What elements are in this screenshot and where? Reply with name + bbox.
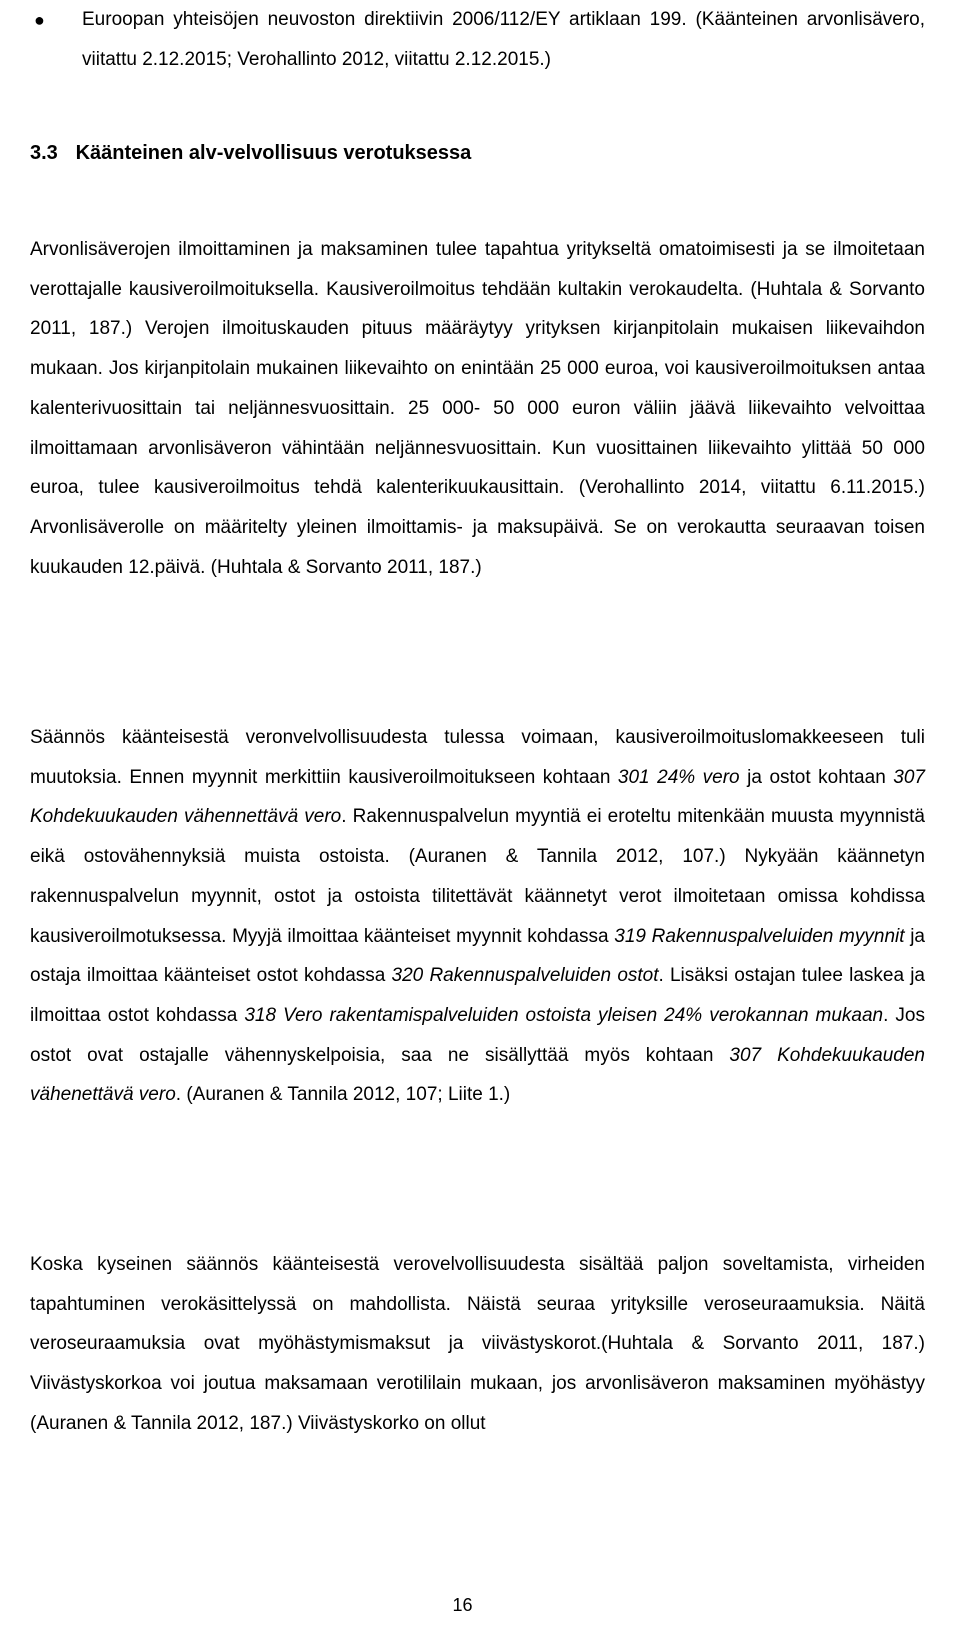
paragraph-reverse-charge-form — [30, 718, 925, 1115]
paragraph-text-segment: . Rakennuspalvelun myyntiä ei eroteltu mitenkään muusta myynnistä eikä ostovähennyksiä muista ostoista. (Auranen & Tannila 2012, 107.) Nykyään käännetyn rakennuspalvelun myynnit, ostot ja ostoista tilitettävät käännetyt verot ilmoitetaan omissa kohdissa kausiveroilmotuksessa. Myyjä ilmoittaa käänteiset myynnit kohdassa — [30, 806, 925, 947]
form-field-reference: 319 Rakennuspalveluiden myynnit — [614, 925, 905, 947]
paragraph-text-segment: ja ostaja ilmoittaa käänteiset ostot kohdassa — [30, 925, 925, 987]
paragraph-text-segment: . Lisäksi ostajan tulee laskea ja ilmoittaa ostot kohdassa — [30, 965, 926, 1026]
paragraph-text-segment: Säännös käänteisestä veronvelvollisuudesta tulessa voimaan, kausiveroilmoituslomakkeeseen tuli muutoksia. Ennen myynnit merkittiin kausiveroilmoitukseen kohtaan — [30, 727, 925, 788]
form-field-reference: 318 Vero rakentamispalveluiden ostoista yleisen 24% verokannan mukaan — [244, 1004, 884, 1026]
page-number: 16 — [452, 1595, 473, 1615]
paragraph-consequences: Koska kyseinen säännös käänteisestä verovelvollisuudesta sisältää paljon soveltamista, virheiden tapahtuminen verokäsittelyssä on mahdollista. Näistä seuraa yrityksille veroseuraamuksia. Näitä veroseuraamuksia ovat myöhästymismaksut ja viivästyskorot.(Huhtala & Sorvanto 2011, 187.) Viivästyskorkoa voi joutua maksamaan verotililain mukaan, jos arvonlisäveron maksaminen myöhästyy (Auranen & Tannila 2012, 187.) Viivästyskorko on ollut — [30, 1254, 925, 1434]
paragraph-text-segment: . (Auranen & Tannila 2012, 107; Liite 1.) — [175, 1084, 511, 1106]
bullet-text: Euroopan yhteisöjen neuvoston direktiivin 2006/112/EY artiklaan 199. (Käänteinen arvonlisävero, viitattu 2.12.2015; Verohallinto 2012, viitattu 2.12.2015.) — [82, 9, 925, 70]
bullet-list-item — [30, 0, 925, 80]
section-number: 3.3 — [30, 142, 58, 164]
bullet-marker: ● — [34, 10, 45, 30]
paragraph-text-segment: . Jos ostot ovat ostajalle vähennyskelpoisia, saa ne sisällyttää myös kohtaan — [30, 1004, 925, 1066]
section-title: Käänteinen alv-velvollisuus verotuksessa — [75, 142, 472, 164]
section-heading — [30, 133, 471, 173]
form-field-reference: 301 24% vero — [617, 766, 740, 788]
form-field-reference: 307 Kohdekuukauden vähennettävä vero — [30, 766, 925, 828]
form-field-reference: 307 Kohdekuukauden vähenettävä vero — [30, 1044, 925, 1106]
form-field-reference: 320 Rakennuspalveluiden ostot — [391, 965, 659, 987]
paragraph-reporting: Arvonlisäverojen ilmoittaminen ja maksaminen tulee tapahtua yritykseltä omatoimisesti ja se ilmoitetaan verottajalle kausiveroilmoituksella. Kausiveroilmoitus tehdään kultakin verokaudelta. (Huhtala & Sorvanto 2011, 187.) Verojen ilmoituskauden pituus määräytyy yrityksen kirjanpitolain mukaisen liikevaihdon mukaan. Jos kirjanpitolain mukainen liikevaihto on enintään 25 000 euroa, voi kausiveroilmoituksen antaa kalenterivuosittain tai neljännesvuosittain. 25 000- 50 000 euron väliin jäävä liikevaihto velvoittaa ilmoittamaan arvonlisäveron vähintään neljännesvuosittain. Kun vuosittainen liikevaihto ylittää 50 000 euroa, tulee kausiveroilmoitus tehdä kalenterikuukausittain. (Verohallinto 2014, viitattu 6.11.2015.) Arvonlisäverolle on määritelty yleinen ilmoittamis- ja maksupäivä. Se on verokautta seuraavan toisen kuukauden 12.päivä. (Huhtala & Sorvanto 2011, 187.) — [30, 239, 925, 578]
paragraph-text-segment: ja ostot kohtaan — [739, 766, 894, 788]
